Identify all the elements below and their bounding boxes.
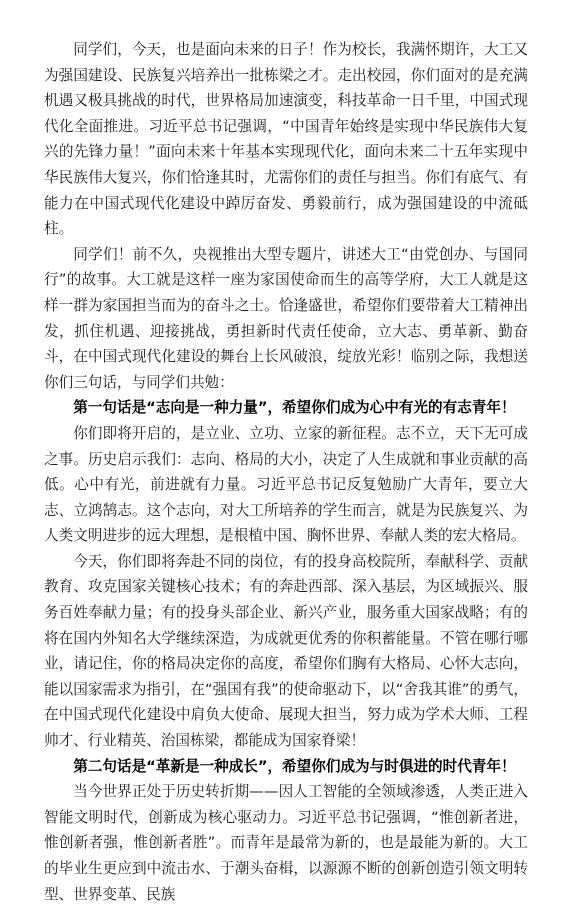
document-page [44, 37, 528, 907]
paragraph-opening: 同学们，今天，也是面向未来的日子！作为校长，我满怀期许，大工又为强国建设、民族复兴培养出一批栋梁之才。走出校园，你们面对的是充满机遇又极具挑战的时代，世界格局加速演变，科技革命一日千里，中国式现代化全面推进。习近平总书记强调，“中国青年始终是实现中华民族伟大复兴的先锋力量！”面向未来十年基本实现现代化，面向未来二十五年实现中华民族伟大复兴，你们恰逢其时，尤需你们的责任与担当。你们有底气、有能力在中国式现代化建设中踔厉奋发、勇毅前行，成为强国建设的中流砥柱。 [44, 41, 528, 238]
paragraph-three-sayings-intro: 同学们！前不久，央视推出大型专题片，讲述大工“由党创办、与国同行”的故事。大工就是这样一座为家国使命而生的高等学府，大工人就是这样一群为家国担当而为的奋斗之士。恰逢盛世，希望你们要带着大工精神出发，抓住机遇、迎接挑战，勇担新时代责任使命，立大志、勇革新、勤奋斗，在中国式现代化建设的舞台上长风破浪，绽放光彩！临别之际，我想送你们三句话，与同学们共勉： [44, 245, 528, 391]
paragraph-first-saying-body-1: 你们即将开启的，是立业、立功、立家的新征程。志不立，天下无可成之事。历史启示我们：志向、格局的大小，决定了人生成就和事业贡献的高低。心中有光，前进就有力量。习近平总书记反复勉励广大青年，要立大志、立鸿鹄志。这个志向，对大工所培养的学生而言，就是为民族复兴、为人类文明进步的远大理想，是根植中国、胸怀世界、奉献人类的宏大格局。 [44, 424, 528, 545]
paragraph-first-saying-body-2: 今天，你们即将奔赴不同的岗位，有的投身高校院所，奉献科学、贡献教育、攻克国家关键核心技术；有的奔赴西部、深入基层，为区域振兴、服务百姓奉献力量；有的投身头部企业、新兴产业，服务重大国家战略；有的将在国内外知名大学继续深造，为成就更优秀的你积蓄能量。不管在哪行哪业，请记住，你的格局决定你的高度，希望你们胸有大格局、心怀大志向，能以国家需求为指引，在“强国有我”的使命驱动下，以“舍我其谁”的勇气，在中国式现代化建设中肩负大使命、展现大担当，努力成为学术大师、工程帅才、行业精英、治国栋梁，都能成为国家脊梁！ [44, 552, 528, 750]
heading-first-saying: 第一句话是“志向是一种力量”，希望你们成为心中有光的有志青年！ [73, 399, 516, 417]
heading-second-saying: 第二句话是“革新是一种成长”，希望你们成为与时俱进的时代青年！ [73, 757, 516, 775]
paragraph-second-saying-body-1: 当今世界正处于历史转折期——因人工智能的全领域渗透，人类正进入智能文明时代，创新成为核心驱动力。习近平总书记强调，“惟创新者进，惟创新者强，惟创新者胜”。而青年是最常为新的，也是最能为新的。大工的毕业生更应到中流击水、于潮头奋楫，以源源不断的创新创造引领文明转型、世界变革、民族 [44, 783, 528, 903]
